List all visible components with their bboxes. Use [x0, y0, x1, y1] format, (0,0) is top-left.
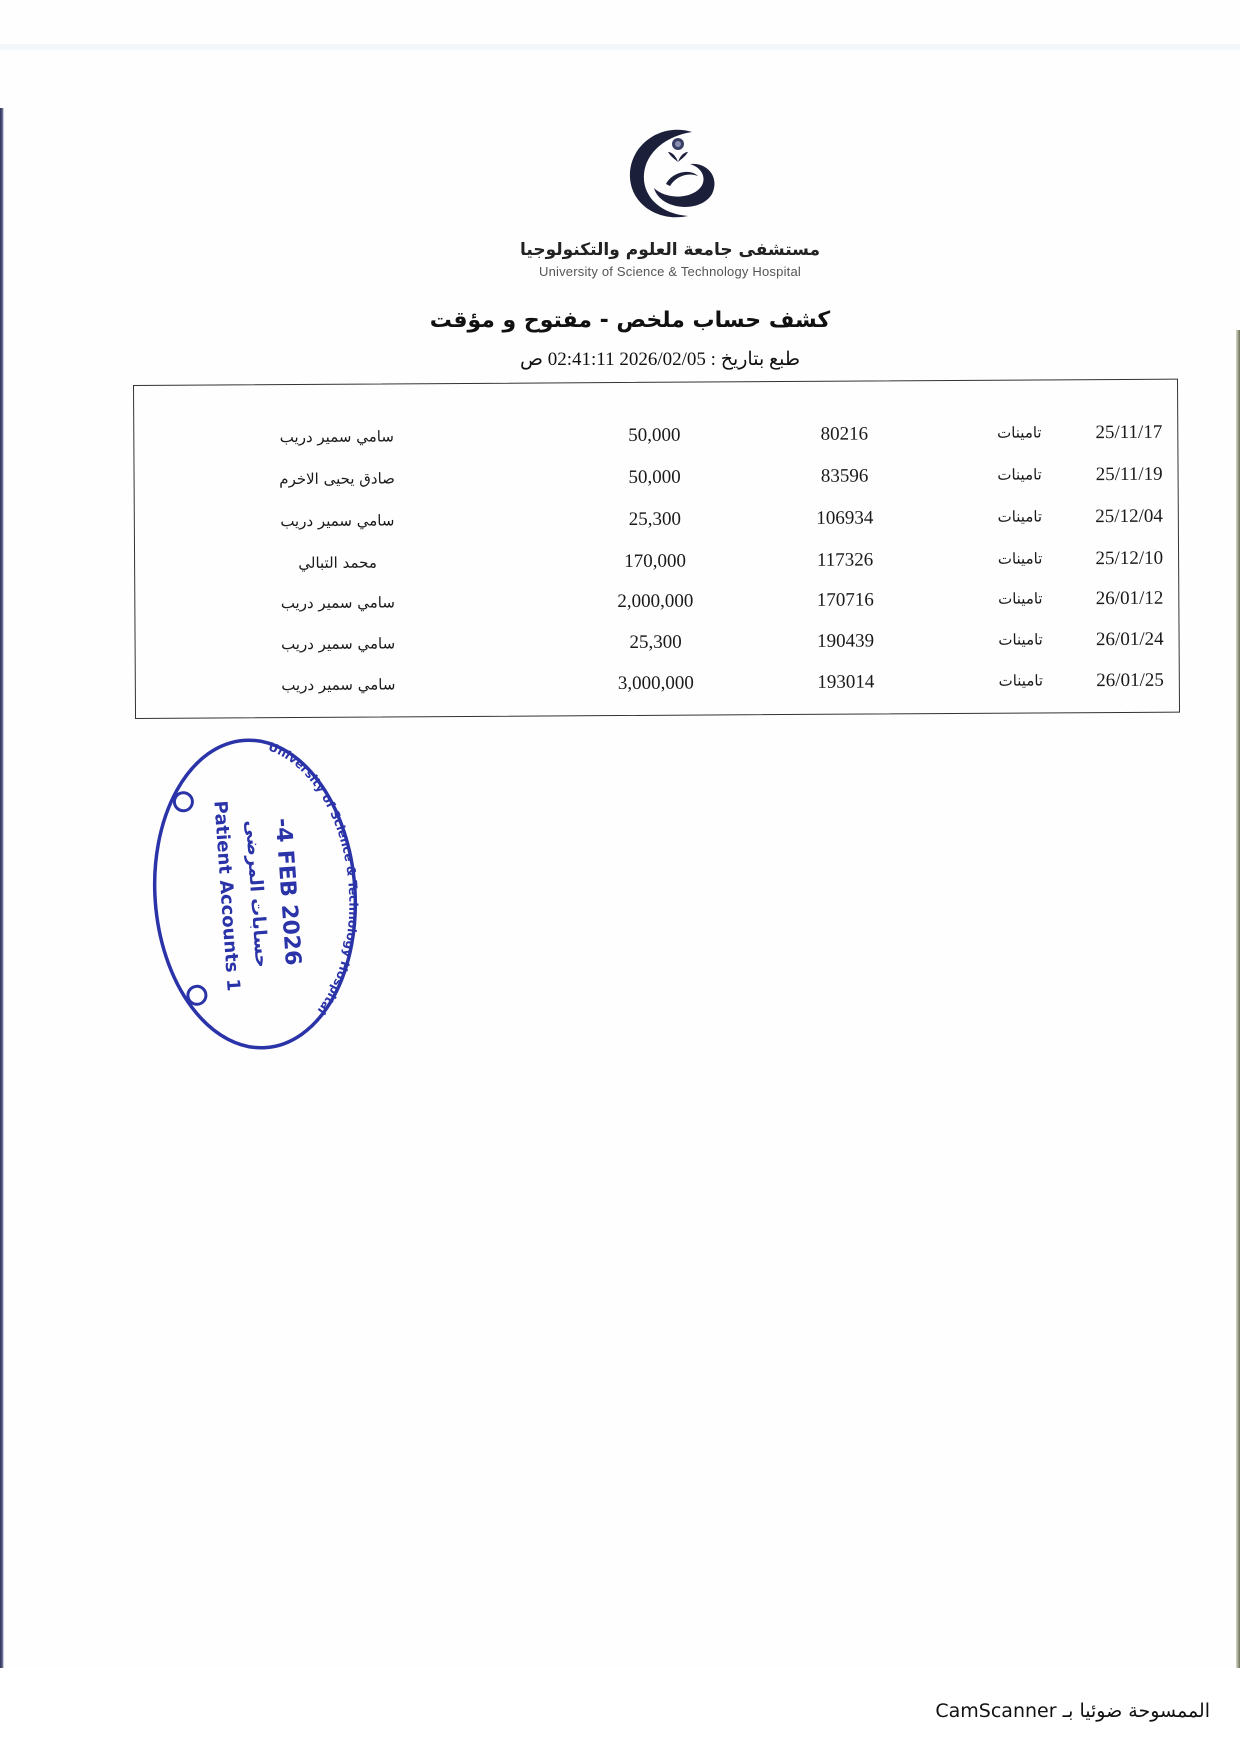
table-row — [135, 588, 1178, 628]
cell-date: 25/11/17 — [1095, 421, 1163, 444]
printed-date-line — [480, 348, 840, 371]
cell-type: تامينات — [998, 671, 1044, 690]
scan-artifact — [0, 44, 1240, 50]
stamp-logo-icon — [174, 792, 207, 1005]
cell-date: 25/12/10 — [1095, 547, 1164, 570]
org-name-english: University of Science & Technology Hospital — [539, 264, 801, 279]
cell-name: سامي سمير دريب — [280, 634, 396, 654]
cell-type: تامينات — [996, 423, 1042, 442]
cell-name: صادق يحيى الاخرم — [279, 469, 395, 489]
report-title: كشف حساب ملخص - مفتوح و مؤقت — [429, 308, 831, 333]
cell-type: تامينات — [997, 507, 1043, 526]
org-name-arabic: مستشفى جامعة العلوم والتكنولوجيا — [520, 240, 820, 260]
cell-reference: 83596 — [820, 465, 869, 487]
cell-name: محمد التبالي — [298, 553, 377, 572]
cell-amount: 50,000 — [628, 424, 681, 446]
hospital-logo — [620, 118, 730, 228]
statement-table — [133, 379, 1180, 719]
page-edge-right — [1236, 330, 1240, 1668]
table-row — [136, 629, 1179, 669]
cell-reference: 193014 — [817, 671, 875, 693]
table-row — [135, 464, 1178, 504]
hospital-stamp — [139, 728, 371, 1060]
printed-datetime: 2026/02/05 02:41:11 ص — [520, 349, 706, 370]
cell-name: سامي سمير دريب — [281, 675, 396, 695]
cell-name: سامي سمير دريب — [279, 427, 394, 447]
cell-type: تامينات — [997, 549, 1043, 568]
cell-date: 25/12/04 — [1095, 505, 1163, 528]
table-row — [135, 506, 1178, 546]
cell-amount: 25,300 — [629, 631, 682, 653]
cell-amount: 3,000,000 — [617, 672, 694, 695]
table-row — [134, 422, 1177, 462]
cell-date: 26/01/25 — [1096, 669, 1164, 692]
stamp-dept-english: Patient Accounts 1 — [209, 800, 244, 992]
table-row — [136, 670, 1179, 710]
cell-reference: 170716 — [816, 589, 874, 611]
printed-label: طبع بتاريخ : — [710, 349, 800, 370]
cell-type: تامينات — [997, 465, 1042, 484]
cell-amount: 2,000,000 — [617, 590, 694, 613]
cell-type: تامينات — [998, 630, 1043, 649]
stamp-date: -4 FEB 2026 — [269, 817, 306, 967]
cell-name: سامي سمير دريب — [280, 593, 395, 613]
cell-date: 25/11/19 — [1095, 463, 1163, 486]
cell-amount: 50,000 — [628, 466, 681, 488]
cell-amount: 25,300 — [628, 508, 682, 530]
cell-name: سامي سمير دريب — [280, 511, 395, 531]
cell-type: تامينات — [998, 589, 1043, 608]
cell-reference: 80216 — [820, 423, 869, 445]
camscanner-caption: الممسوحة ضوئيا بـ CamScanner — [935, 1700, 1210, 1722]
cell-date: 26/01/12 — [1095, 587, 1164, 610]
cell-date: 26/01/24 — [1095, 628, 1164, 651]
cell-reference: 106934 — [816, 507, 874, 529]
cell-reference: 117326 — [816, 549, 874, 571]
cell-reference: 190439 — [817, 630, 875, 652]
table-row — [135, 548, 1178, 588]
page-edge-left — [0, 108, 4, 1668]
stamp-outer-text: University of Science & Technology Hospital — [266, 739, 361, 1018]
cell-amount: 170,000 — [624, 550, 687, 573]
stamp-dept-arabic: حسابات المرضى — [240, 819, 273, 969]
